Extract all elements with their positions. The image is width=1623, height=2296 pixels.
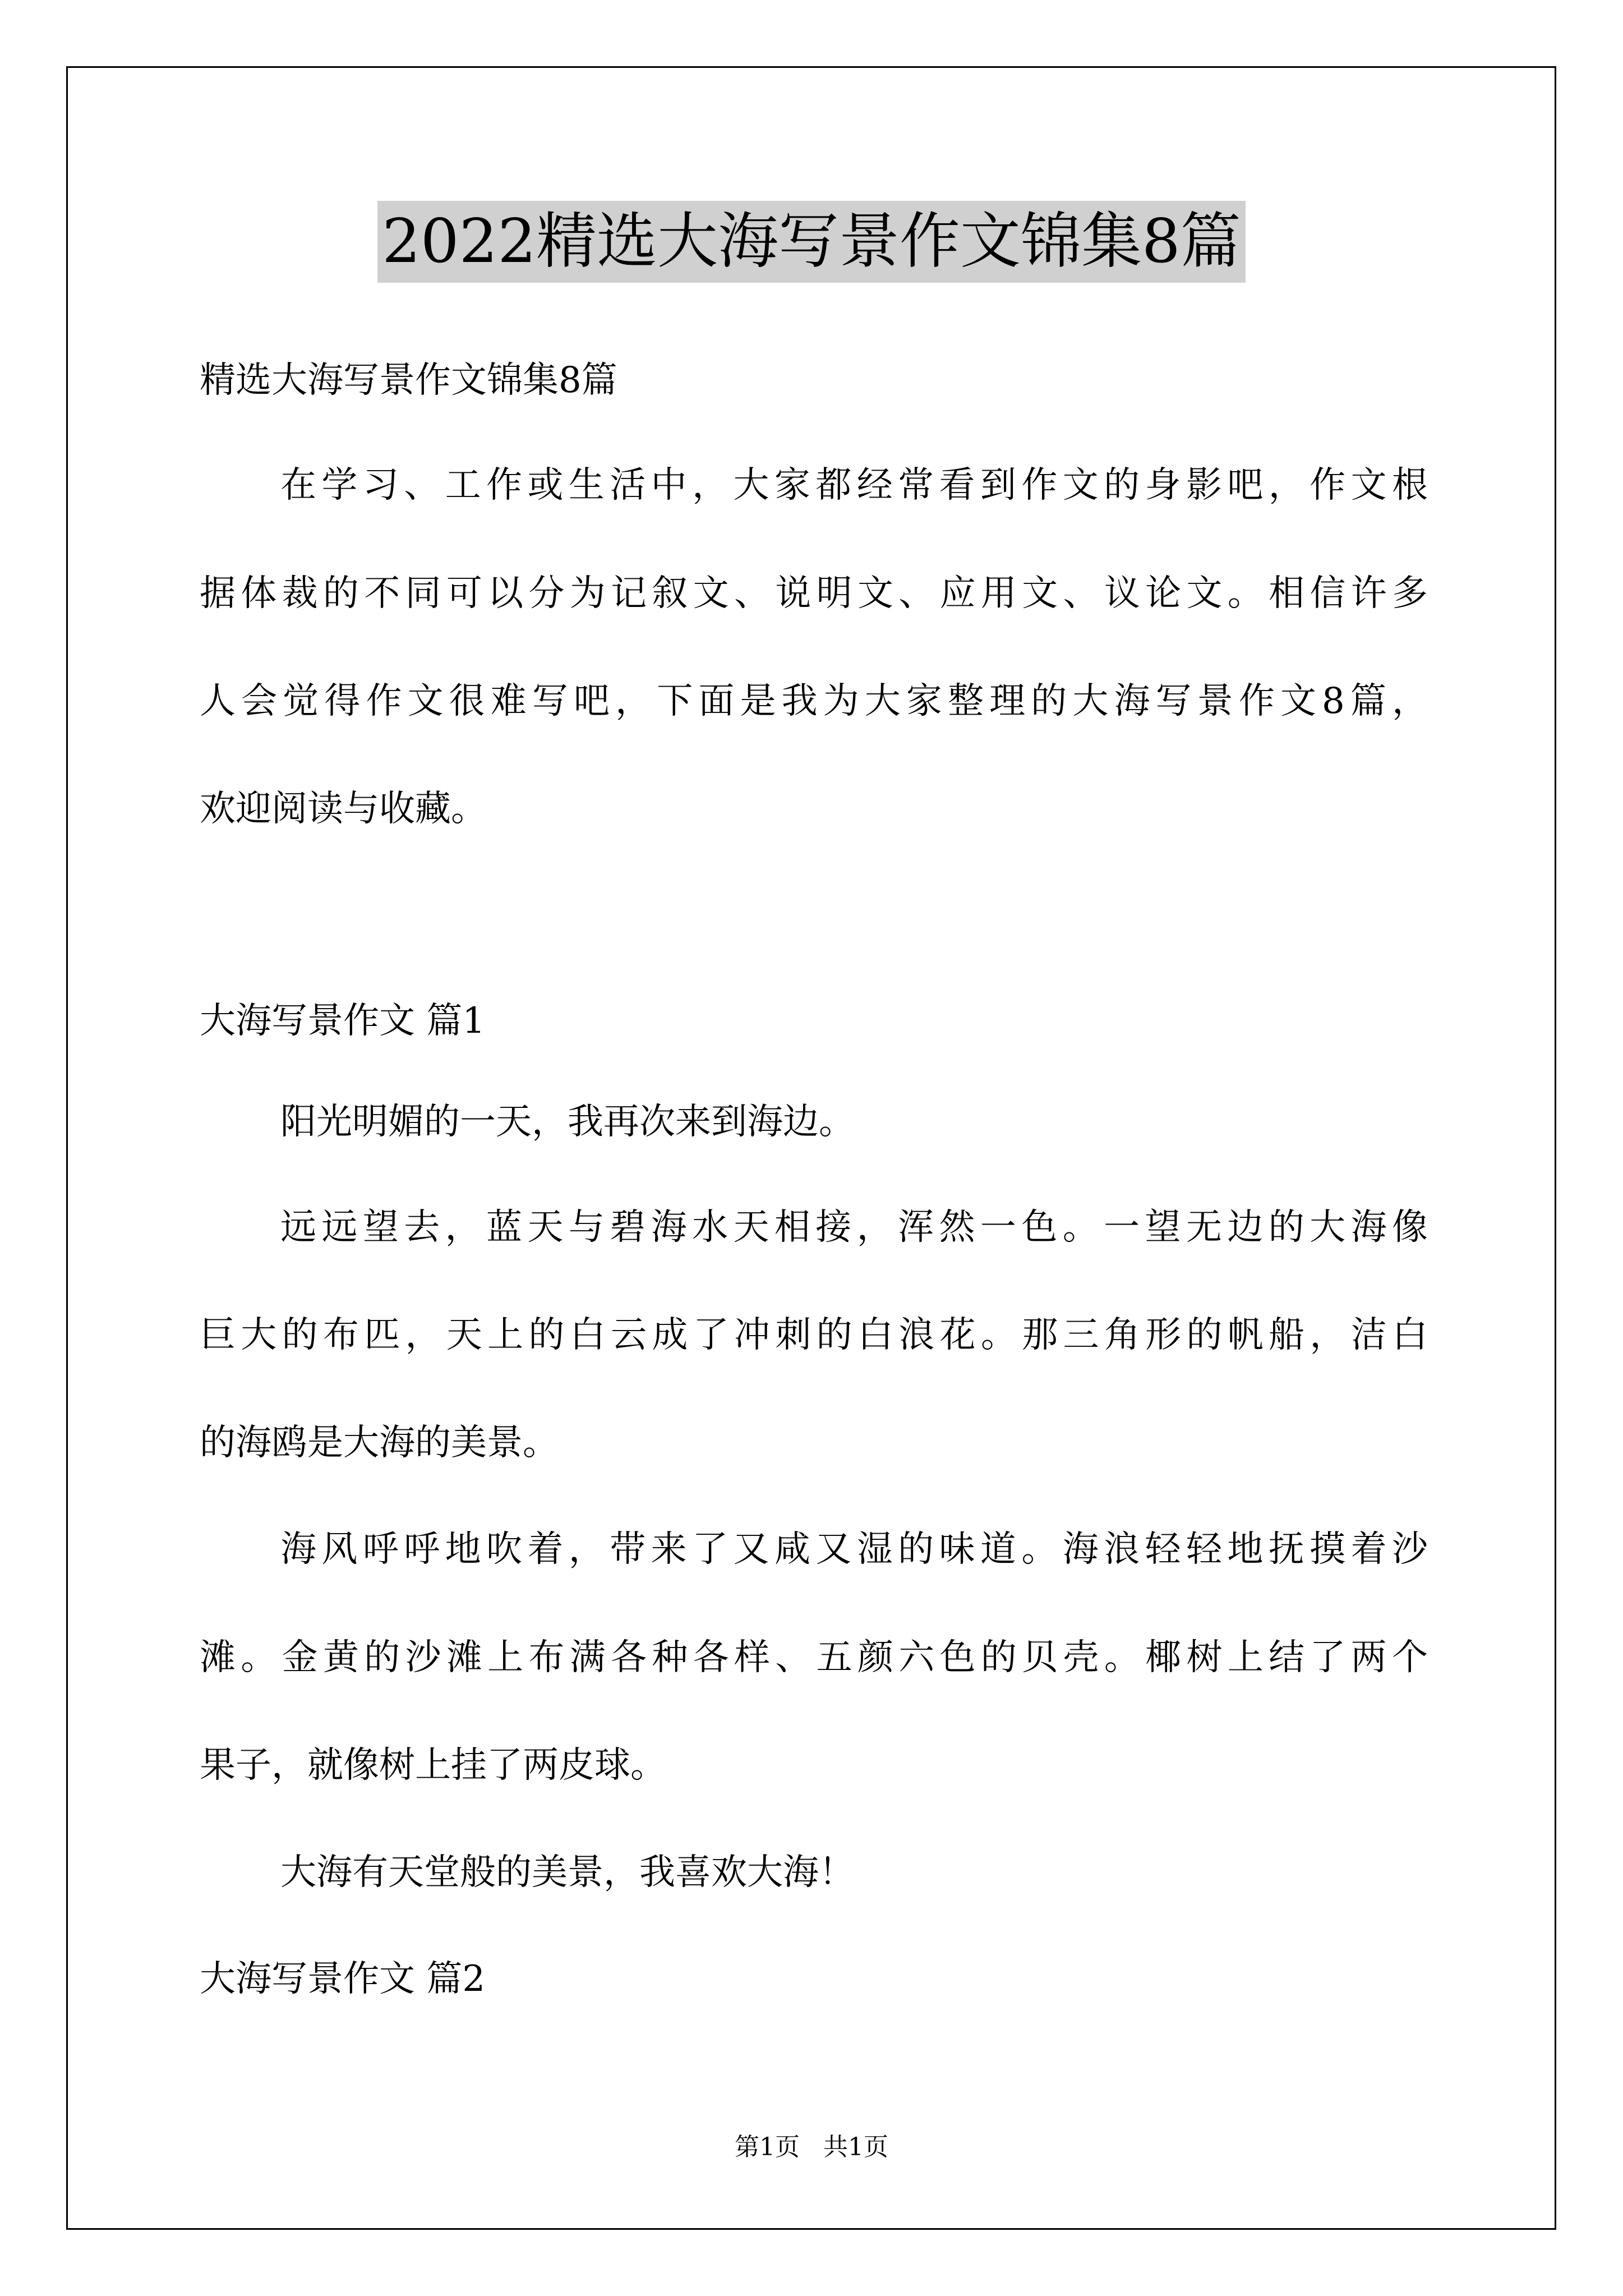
- section-1-line-1: 阳光明媚的一天，我再次来到海边。: [280, 1101, 855, 1143]
- intro-line-1: 在学习、工作或生活中，大家都经常看到作文的身影吧，作文根: [280, 464, 1428, 506]
- section-1-line-5: 海风呼呼地吹着，带来了又咸又湿的味道。海浪轻轻地抚摸着沙: [280, 1529, 1428, 1570]
- intro-line-2: 据体裁的不同可以分为记叙文、说明文、应用文、议论文。相信许多: [200, 573, 1428, 614]
- section-1-line-6: 滩。金黄的沙滩上布满各种各样、五颜六色的贝壳。椰树上结了两个: [200, 1637, 1428, 1678]
- document-subtitle: 精选大海写景作文锦集8篇: [200, 360, 617, 401]
- section-1-line-8: 大海有天堂般的美景，我喜欢大海！: [280, 1852, 855, 1893]
- section-1-heading: 大海写景作文 篇1: [200, 1000, 486, 1042]
- section-1-line-2: 远远望去，蓝天与碧海水天相接，浑然一色。一望无边的大海像: [280, 1207, 1428, 1248]
- title-container: [0, 201, 1623, 283]
- section-1-line-3: 巨大的布匹，天上的白云成了冲刺的白浪花。那三角形的帆船，洁白: [200, 1314, 1428, 1356]
- document-title: 2022精选大海写景作文锦集8篇: [377, 201, 1246, 283]
- page-number-footer: 第1页 共1页: [735, 2133, 888, 2161]
- section-1-line-7: 果子，就像树上挂了两皮球。: [200, 1745, 666, 1786]
- intro-line-4: 欢迎阅读与收藏。: [200, 788, 487, 830]
- section-1-line-4: 的海鸥是大海的美景。: [200, 1422, 559, 1464]
- intro-line-3: 人会觉得作文很难写吧，下面是我为大家整理的大海写景作文8篇，: [200, 680, 1428, 722]
- section-2-heading: 大海写景作文 篇2: [200, 1958, 486, 2000]
